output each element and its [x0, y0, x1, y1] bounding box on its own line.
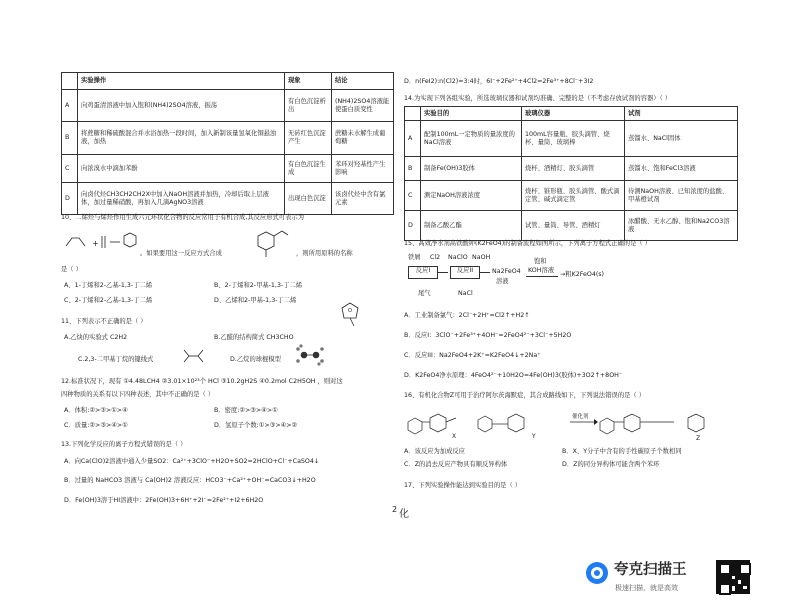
table-cell: 有白色沉淀生成 [285, 155, 332, 183]
table-cell: 烧杯、酒精灯、胶头滴管 [522, 157, 625, 181]
table-row [405, 157, 738, 181]
flow-reagent-koh: KOH溶液 [528, 267, 555, 274]
flow-diagram [404, 252, 644, 304]
flow-off-gas: 尾气 [418, 290, 431, 297]
question-16-option-d[interactable]: D．Z的同分异构体可能含两个苯环 [562, 461, 660, 468]
question-13-option-b[interactable]: B．过量的 NaHCO3 溶液与 Ca(OH)2 溶液反应：HCO3⁻+Ca²⁺+OH⁻=CaCO3↓+H2O [64, 477, 316, 484]
question-10: 10、二烯烃与烯烃作用生成六元环状化合物的反应常用于有机合成,其反应形式可表示为 [61, 214, 304, 221]
table-cell: 100mL容量瓶、胶头滴管、烧杯、量筒、玻璃棒 [522, 121, 625, 157]
experiment-table-2 [404, 106, 738, 241]
question-15-option-b[interactable]: B．反应I：3ClO⁻+2Fe³⁺+4OH⁻=2FeO4²⁻+3Cl⁻+5H2O [404, 332, 572, 339]
label-x: X [452, 433, 457, 440]
question-13-option-d-cont: D．n(FeI2):n(Cl2)=3:4时，6I⁻+2Fe²⁺+4Cl2=2Fe³⁺+8Cl⁻+3I2 [404, 78, 594, 85]
table-header-cell: 玻璃仪器 [522, 107, 625, 121]
table-header-cell: 结论 [332, 73, 394, 90]
table-cell: 蒸馏水、NaCl固体 [625, 121, 738, 157]
target-molecule-structure [250, 228, 290, 258]
handwritten-mark: 化 [399, 509, 409, 520]
table-row [62, 183, 394, 215]
scanner-slogan: 极速扫描，就是高效 [615, 584, 678, 592]
question-15-option-a[interactable]: A．工业制备氯气：2Cl⁻+2H⁺=Cl2↑+H2↑ [404, 312, 530, 319]
flow-label-naclo: NaClO [448, 254, 468, 261]
question-10-option-b[interactable]: B、2-丁烯和2-甲基-1,3-丁二烯 [214, 282, 303, 289]
table-cell: B [405, 157, 421, 181]
table-cell: 将蔗糖和稀硫酸混合并水浴加热一段时间，加入新制该量氢氧化铜悬浊液，加热 [78, 122, 285, 155]
table-cell: 测定NaOH溶液浓度 [421, 181, 522, 211]
question-10-cont-3: 是（ ） [61, 266, 82, 273]
question-15-option-c[interactable]: C．反应III：Na2FeO4+2K⁺=K2FeO4↓+2Na⁺ [404, 352, 541, 359]
question-12-option-d[interactable]: D．氢原子个数:①>③>④>② [214, 422, 298, 429]
table-cell: 冰醋酸、无水乙醇、饱和Na2CO3溶液 [625, 211, 738, 241]
flow-reagent-saturated: 饱和 [534, 258, 547, 265]
table-row [62, 90, 394, 122]
question-15-option-d[interactable]: D．K2FeO4净水原理：4FeO4²⁻+10H2O=4Fe(OH)3(胶体)+3O2↑+8OH⁻ [404, 372, 623, 379]
table-row [62, 155, 394, 183]
question-16-option-a[interactable]: A．该反应为加成反应 [404, 448, 465, 455]
question-11-option-a[interactable]: A.乙炔的实验式 C2H2 [64, 334, 128, 341]
bond-line-structure [182, 348, 206, 364]
table-header-cell [405, 107, 421, 121]
table-cell: 无砖红色沉淀产生 [285, 122, 332, 155]
diene-plus-alkene-structure [64, 232, 136, 252]
table-cell: 有白色沉淀析出 [285, 90, 332, 122]
page-number: 2 [392, 505, 398, 514]
question-10-cont-1: 。如果要用这一反应方式合成 [140, 250, 222, 257]
question-11-option-d[interactable]: D.乙烷的球棍模型 [230, 356, 281, 363]
question-12-option-c[interactable]: C．质量:②>③>④>① [64, 422, 128, 429]
table-cell: 蔗糖未水解生成葡萄糖 [332, 122, 394, 155]
table-cell: D [405, 211, 421, 241]
table-header-row [62, 73, 394, 90]
question-12: 12.标准状况下，现有 ①4.48LCH4 ②3.01×10²³个 HCl ③10.2gH2S ④0.2mol C2H5OH ，则对这 [61, 378, 343, 385]
table-header-cell: 实验目的 [421, 107, 522, 121]
question-16: 16、有机化合物Z可用于治疗阿尔茨海默症，其合成路线如下，下列说法错误的是（ ） [404, 392, 646, 399]
table-cell: (NH4)2SO4溶液能使蛋白质变性 [332, 90, 394, 122]
question-16-option-b[interactable]: B．X、Y分子中含有的手性碳原子个数相同 [562, 448, 682, 455]
table-row [62, 122, 394, 155]
ball-stick-model [296, 344, 324, 366]
flow-nacl: NaCl [458, 290, 473, 297]
synthesis-route-structure [404, 400, 740, 442]
question-13-option-a[interactable]: A．向Ca(ClO)2溶液中通入少量SO2：Ca²⁺+3ClO⁻+H2O+SO2=2HClO+Cl⁻+CaSO4↓ [64, 458, 320, 465]
flow-solution: 溶液 [496, 278, 509, 285]
table-cell: A [405, 121, 421, 157]
qr-code [716, 560, 750, 594]
question-17: 17、下列实验操作能达到实验目的是（ ） [404, 482, 522, 489]
experiment-table-1 [61, 72, 394, 215]
table-cell: 试管、量筒、导管、酒精灯 [522, 211, 625, 241]
table-cell: 配制100mL一定物质的量浓度的NaCl溶液 [421, 121, 522, 157]
table-row [405, 121, 738, 157]
question-14: 14.为实现下列各组实验，所选玻璃仪器和试剂均准确、完整的是（不考虑存放试剂的容器）（ ） [404, 95, 672, 102]
table-cell: D [62, 183, 78, 215]
table-row [405, 181, 738, 211]
table-cell: B [62, 122, 78, 155]
table-cell: 苯环对羟基性产生影响 [332, 155, 394, 183]
table-cell: C [62, 155, 78, 183]
flow-box-reaction-2: 反应II [450, 266, 480, 279]
flow-box-reaction-1: 反应I [408, 266, 438, 279]
scanner-brand-name: 夸克扫描王 [614, 562, 687, 578]
table-cell: C [405, 181, 421, 211]
table-cell: 向鸡蛋清溶液中加入饱和(NH4)2SO4溶液，振荡 [78, 90, 285, 122]
question-11: 11、下列表示不正确的是（ ） [61, 318, 147, 325]
question-15: 15、高效净水剂高铁酸钾(K2FeO4)的制备流程如图所示，下列离子方程式正确的是（ ） [404, 240, 651, 247]
question-10-option-a[interactable]: A、1-丁烯和2-乙基-1,3-丁二烯 [64, 282, 153, 289]
label-y: Y [532, 433, 536, 440]
table-row [405, 211, 738, 241]
question-12-option-b[interactable]: B．密度:②>③>④>① [214, 407, 278, 414]
question-12-option-a[interactable]: A．体积:②>③>①>④ [64, 407, 128, 414]
svg-text:O: O [348, 308, 352, 314]
tetrahydrofuran-structure [334, 300, 364, 328]
label-z: Z [696, 435, 701, 442]
label-catalyst: 催化剂 [572, 414, 589, 420]
question-10-option-c[interactable]: C、2-丁烯和2-乙基-1,3-丁二烯 [64, 297, 153, 304]
svg-text:+: + [92, 239, 99, 248]
table-cell: 该卤代烃中含有氯元素 [332, 183, 394, 215]
question-10-option-d[interactable]: D、乙烯和2-甲基-1,3-丁二烯 [214, 297, 297, 304]
table-header-row [405, 107, 738, 121]
question-10-cont-2: ，则所用原料的名称 [296, 250, 353, 257]
table-header-cell: 现象 [285, 73, 332, 90]
question-16-option-c[interactable]: C．Z的消去反应产物具有顺反异构体 [404, 461, 508, 468]
table-cell: 制备Fe(OH)3胶体 [421, 157, 522, 181]
table-cell: 出现白色沉淀 [285, 183, 332, 215]
table-header-cell [62, 73, 78, 90]
question-12-cont: 四种物质的关系有以下四种表述，其中不正确的是（ ） [61, 391, 215, 398]
table-cell: 待测NaOH溶液、已知浓度的盐酸、甲基橙试剂 [625, 181, 738, 211]
table-header-cell: 实验操作 [78, 73, 285, 90]
flow-product: Na2FeO4 [492, 268, 521, 275]
scanner-logo [586, 562, 608, 584]
flow-label-iron: 铁屑 [408, 254, 421, 261]
flow-label-naoh: NaOH [472, 254, 491, 261]
table-header-cell: 试剂 [625, 107, 738, 121]
table-cell: 制备乙酸乙酯 [421, 211, 522, 241]
question-11-option-c[interactable]: C.2,3-二甲基丁烷的键线式 [78, 356, 154, 363]
table-cell: 烧杯、锥形瓶、胶头滴管、酸式滴定管、碱式滴定管 [522, 181, 625, 211]
table-cell: 蒸馏水、饱和FeCl3溶液 [625, 157, 738, 181]
question-13: 13.下列化学反应的离子方程式错误的是（ ） [61, 441, 187, 448]
table-cell: 向浓溴水中滴加苯酚 [78, 155, 285, 183]
question-13-option-d[interactable]: D．Fe(OH)3溶于HI溶液中：2Fe(OH)3+6H⁺+2I⁻=2Fe²⁺+I2+6H2O [64, 497, 264, 504]
table-cell: 向卤代烃CH3CH2CH2X中加入NaOH溶液并加热，冷却后取上层液体，加过量稀硝酸，再加入几滴AgNO3溶液 [78, 183, 285, 215]
table-cell: A [62, 90, 78, 122]
question-11-option-b[interactable]: B.乙醛的结构简式 CH3CHO [214, 334, 294, 341]
flow-label-cl2: Cl2 [430, 254, 441, 261]
flow-crude-product: →粗K2FeO4(s) [560, 271, 605, 278]
